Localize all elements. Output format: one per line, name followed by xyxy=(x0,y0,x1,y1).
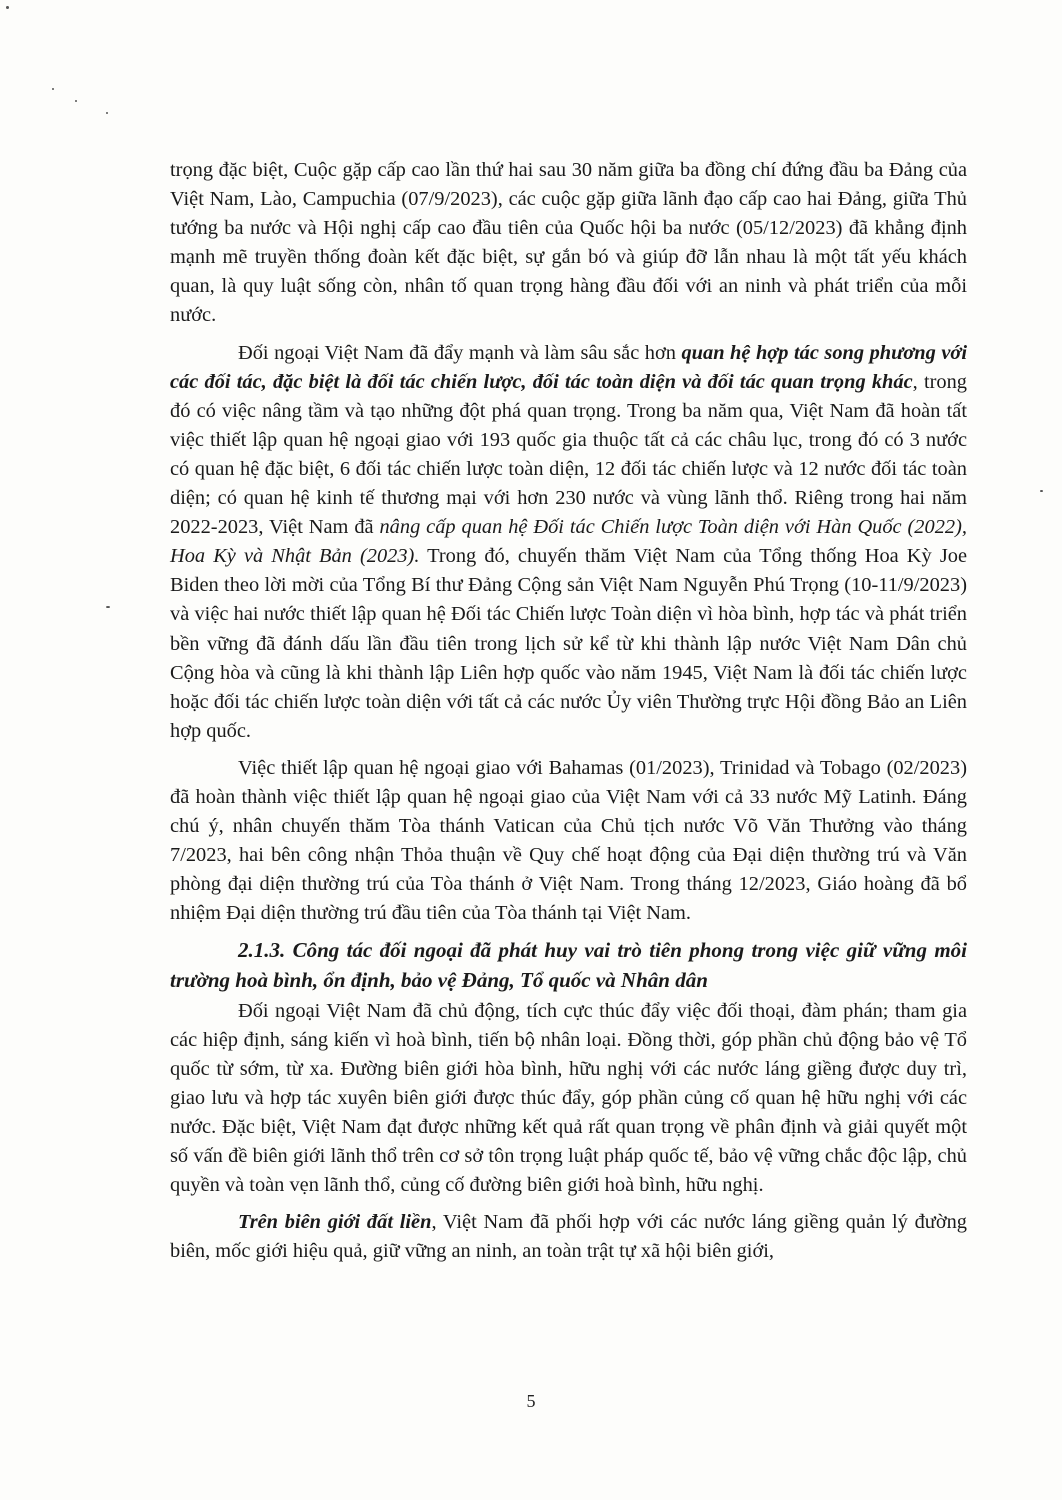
scan-speck xyxy=(6,6,9,9)
paragraph-text: trọng đặc biệt, Cuộc gặp cấp cao lần thứ hai sau 30 năm giữa ba đồng chí đứng đầu ba Đảng của Việt Nam, Lào, Campuchia (07/9/2023), các cuộc gặp giữa lãnh đạo cấp cao hai Đảng, giữa Thủ tướng ba nước và Hội nghị cấp cao đầu tiên của Quốc hội ba nước (05/12/2023) đã khẳng định mạnh mẽ truyền thống đoàn kết đặc biệt, sự gắn bó và giúp đỡ lẫn nhau là một tất yếu khách quan, là quy luật sống còn, nhân tố quan trọng hàng đầu đối với an ninh và phát triển của mỗi nước. xyxy=(170,159,967,327)
section-heading: 2.1.3. Công tác đối ngoại đã phát huy vai trò tiên phong trong việc giữ vững môi trường hoà bình, ổn định, bảo vệ Đảng, Tổ quốc và Nhân dân xyxy=(170,938,967,992)
paragraph-5 xyxy=(170,1208,967,1266)
paragraph-text: Trong đó, chuyến thăm Việt Nam của Tổng thống Hoa Kỳ Joe Biden theo lời mời của Tổng Bí thư Đảng Cộng sản Việt Nam Nguyễn Phú Trọng (10-11/9/2023) và việc hai nước thiết lập quan hệ Đối tác Chiến lược Toàn diện vì hòa bình, hợp tác và phát triển bền vững đã đánh dấu lần đầu tiên trong lịch sử kể từ khi thành lập nước Việt Nam Dân chủ Cộng hòa và cũng là khi thành lập Liên hợp quốc vào năm 1945, Việt Nam là đối tác chiến lược hoặc đối tác chiến lược toàn diện với tất cả các nước Ủy viên Thường trực Hội đồng Bảo an Liên hợp quốc. xyxy=(170,545,967,742)
paragraph-2 xyxy=(170,339,967,746)
paragraph-text: , Việt Nam đã phối hợp với các nước láng giềng quản lý đường biên, mốc giới hiệu quả, giữ vững an ninh, an toàn trật tự xã hội biên giới, xyxy=(170,1211,967,1263)
scan-speck xyxy=(1040,490,1043,492)
paragraph-text: Việc thiết lập quan hệ ngoại giao với Bahamas (01/2023), Trinidad và Tobago (02/2023) đã hoàn thành việc thiết lập quan hệ ngoại giao của Việt Nam với cả 33 nước Mỹ Latinh. Đáng chú ý, nhân chuyến thăm Tòa thánh Vatican của Chủ tịch nước Võ Văn Thưởng vào tháng 7/2023, hai bên công nhận Thỏa thuận về Quy chế hoạt động của Đại diện thường trú và Văn phòng đại diện thường trú của Tòa thánh ở Việt Nam. Trong tháng 12/2023, Giáo hoàng đã bổ nhiệm Đại diện thường trú đầu tiên của Tòa thánh tại Việt Nam. xyxy=(170,756,967,925)
scan-speck xyxy=(52,88,54,90)
document-body xyxy=(170,156,967,1274)
paragraph-1 xyxy=(170,156,967,331)
paragraph-3 xyxy=(170,754,967,929)
scan-speck xyxy=(75,100,77,102)
italic-text: nâng cấp quan hệ Đối tác Chiến lược Toàn diện với Hàn Quốc (2022), Hoa Kỳ và Nhật Bản (2023). xyxy=(170,516,967,568)
paragraph-text: Đối ngoại Việt Nam đã chủ động, tích cực thúc đẩy việc đối thoại, đàm phán; tham gia các hiệp định, sáng kiến vì hoà bình, tiến bộ nhân loại. Đồng thời, góp phần chủ động bảo vệ Tổ quốc từ sớm, từ xa. Đường biên giới hòa bình, hữu nghị với các nước láng giềng được duy trì, giao lưu và hợp tác xuyên biên giới được thúc đẩy, góp phần củng cố quan hệ hữu nghị với các nước. Đặc biệt, Việt Nam đạt được những kết quả rất quan trọng về phân định và giải quyết một số vấn đề biên giới lãnh thổ trên cơ sở tôn trọng luật pháp quốc tế, bảo vệ vững chắc độc lập, chủ quyền và toàn vẹn lãnh thổ, củng cố đường biên giới hoà bình, hữu nghị. xyxy=(170,999,967,1197)
paragraph-text: Đối ngoại Việt Nam đã đẩy mạnh và làm sâu sắc hơn xyxy=(238,341,682,364)
page-number: 5 xyxy=(526,1391,536,1411)
scan-speck xyxy=(106,112,108,114)
scan-speck xyxy=(106,606,110,608)
emphasis-text: Trên biên giới đất liền xyxy=(238,1211,432,1234)
paragraph-text: , trong đó có việc nâng tầm và tạo những đột phá quan trọng. Trong ba năm qua, Việt Nam đã hoàn tất việc thiết lập quan hệ ngoại giao với 193 quốc gia thuộc tất cả các châu lục, trong đó có 3 nước có quan hệ đặc biệt, 6 đối tác chiến lược toàn diện, 12 đối tác chiến lược và 12 nước đối tác toàn diện; có quan hệ kinh tế thương mại với hơn 230 nước và vùng lãnh thổ. Riêng trong hai năm 2022-2023, Việt Nam đã xyxy=(170,370,967,539)
paragraph-4 xyxy=(170,997,967,1201)
emphasis-text: quan hệ hợp tác song phương với các đối tác, đặc biệt là đối tác chiến lược, đối tác toàn diện và đối tác quan trọng khác xyxy=(170,341,967,393)
